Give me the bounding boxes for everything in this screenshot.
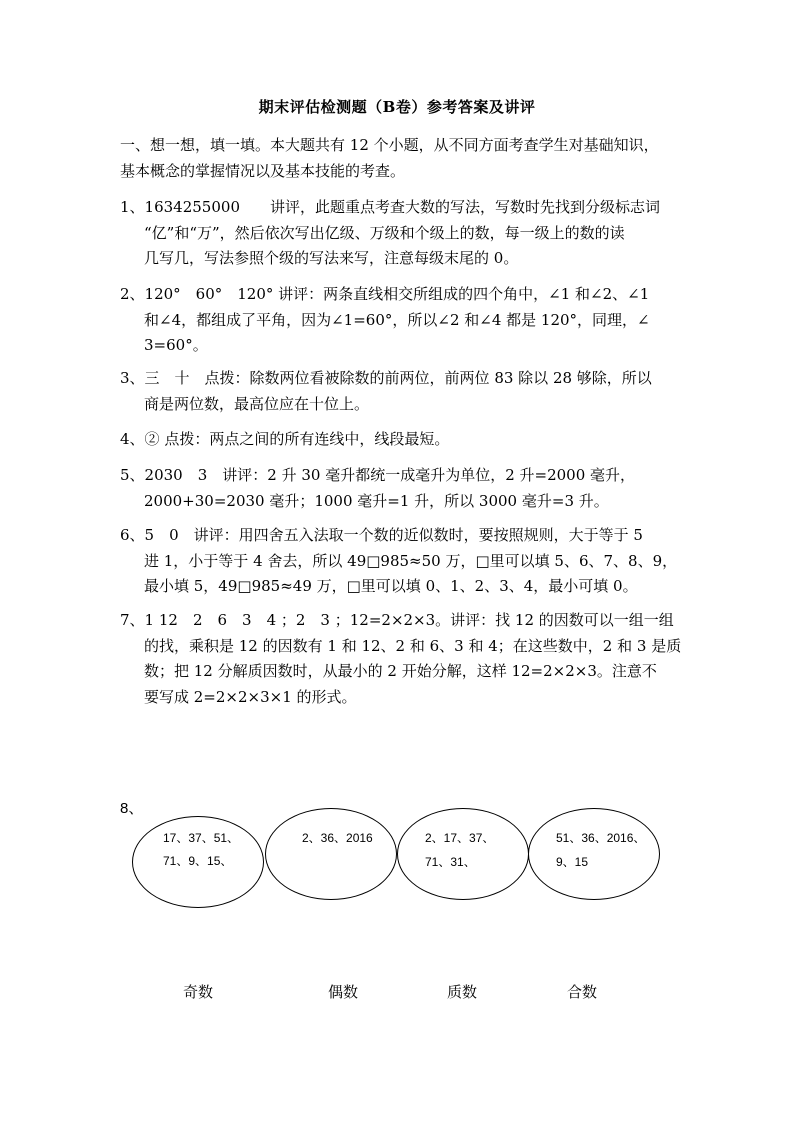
odd-number-label: 奇数 xyxy=(183,983,214,1001)
answer-item-5 xyxy=(120,463,690,514)
answer-item-2 xyxy=(120,282,690,359)
answer-number: 4、 xyxy=(120,430,145,448)
answer-line: 1 12 2 6 3 4 ；2 3 ；12=2×2×3。讲评：找 12 的因数可以一组一组 xyxy=(144,611,674,629)
answer-line: 最小填 5，49□985≈49 万，□里可以填 0、1、2、3、4，最小可填 0。 xyxy=(144,577,638,595)
answer-line: 1634255000 讲评，此题重点考查大数的写法，写数时先找到分级标志词 xyxy=(144,198,660,216)
odd-number-ellipse xyxy=(132,816,264,908)
composite-number-label: 合数 xyxy=(567,983,598,1001)
intro-line-2: 基本概念的掌握情况以及基本技能的考查。 xyxy=(120,162,406,180)
answer-number: 3、 xyxy=(120,369,145,387)
answer-line: ② 点拨：两点之间的所有连线中，线段最短。 xyxy=(144,430,450,448)
answer-line: 3=60°。 xyxy=(144,336,208,354)
ellipse-text: 2、17、37、 xyxy=(425,831,495,845)
answer-number-8: 8、 xyxy=(120,800,144,817)
answer-item-1 xyxy=(120,195,690,272)
answer-line: 5 0 讲评：用四舍五入法取一个数的近似数时，要按照规则，大于等于 5 xyxy=(144,526,643,544)
answer-line: 几写几，写法参照个级的写法来写，注意每级末尾的 0。 xyxy=(144,249,519,267)
answer-line: 三 十 点拨：除数两位看被除数的前两位，前两位 83 除以 28 够除，所以 xyxy=(144,369,652,387)
answer-line: 2000+30=2030 毫升；1000 毫升=1 升，所以 3000 毫升=3 升。 xyxy=(144,491,609,510)
answer-line: 进 1，小于等于 4 舍去，所以 49□985≈50 万，□里可以填 5、6、7、8、9， xyxy=(144,551,678,570)
answer-line: 要写成 2=2×2×3×1 的形式。 xyxy=(144,687,357,706)
prime-number-label: 质数 xyxy=(447,983,478,1001)
answer-line: “亿”和“万”，然后依次写出亿级、万级和个级上的数，每一级上的数的读 xyxy=(144,223,625,242)
answer-number: 1、 xyxy=(120,198,145,216)
answer-line: 商是两位数，最高位应在十位上。 xyxy=(144,394,370,413)
answer-line: 2030 3 讲评：2 升 30 毫升都统一成毫升为单位，2 升=2000 毫升， xyxy=(144,466,636,484)
ellipse-text: 71、31、 xyxy=(425,855,476,869)
ellipse-text: 9、15 xyxy=(556,855,589,869)
even-number-label: 偶数 xyxy=(328,983,359,1001)
answer-item-7 xyxy=(120,608,690,710)
answer-number: 2、 xyxy=(120,285,145,303)
answer-line: 和∠4，都组成了平角，因为∠1=60°，所以∠2 和∠4 都是 120°，同理，∠ xyxy=(144,310,650,329)
prime-number-ellipse xyxy=(397,808,529,900)
ellipse-text: 71、9、15、 xyxy=(163,854,233,868)
answer-number: 5、 xyxy=(120,466,145,484)
answer-item-4 xyxy=(120,427,690,453)
composite-number-ellipse xyxy=(528,808,660,900)
ellipse-text: 51、36、2016、 xyxy=(556,831,646,845)
answer-line: 数；把 12 分解质因数时，从最小的 2 开始分解，这样 12=2×2×3。注意不 xyxy=(144,662,657,680)
even-number-ellipse xyxy=(265,808,397,900)
answer-line: 120° 60° 120° 讲评：两条直线相交所组成的四个角中，∠1 和∠2、∠1 xyxy=(144,285,650,303)
section-intro xyxy=(120,132,700,184)
page-title: 期末评估检测题（B卷）参考答案及讲评 xyxy=(258,98,536,116)
answer-item-6 xyxy=(120,523,690,600)
ellipse-text: 2、36、2016 xyxy=(302,831,373,845)
answer-number: 7、 xyxy=(120,611,145,629)
answer-item-3 xyxy=(120,366,690,417)
answer-number: 6、 xyxy=(120,526,145,544)
answer-line: 的找，乘积是 12 的因数有 1 和 12、2 和 6、3 和 4；在这些数中，2 和 3 是质 xyxy=(144,636,682,655)
ellipse-text: 17、37、51、 xyxy=(163,831,240,845)
intro-line-1: 一、想一想，填一填。本大题共有 12 个小题，从不同方面考查学生对基础知识， xyxy=(120,136,659,154)
